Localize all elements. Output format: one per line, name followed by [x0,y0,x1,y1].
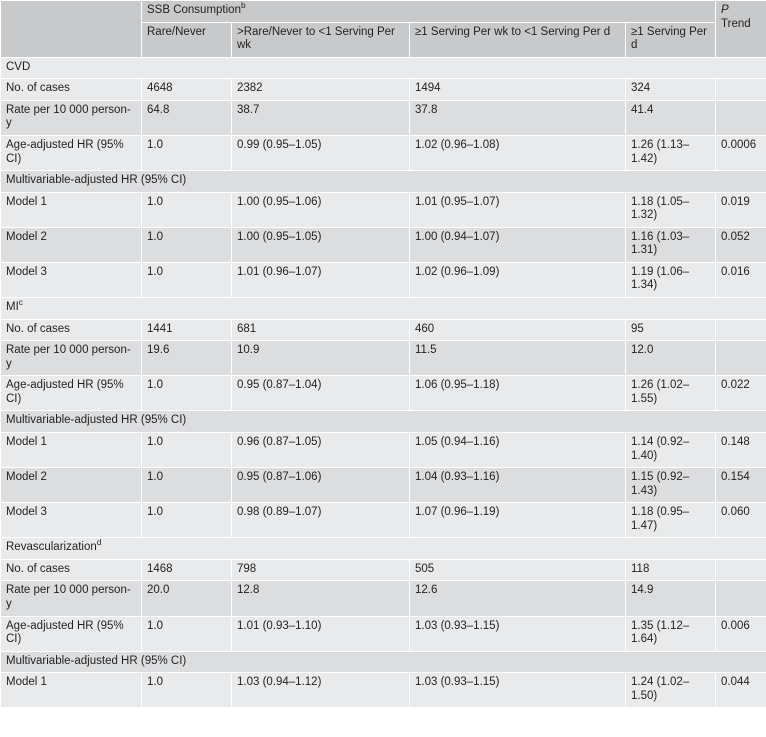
row-label: Model 3 [1,262,142,297]
row-p-trend [716,319,766,341]
header-corner-blank [1,1,142,58]
row-value: 0.95 (0.87–1.06) [232,468,410,503]
subsection-title-row [1,651,766,673]
row-value: 505 [410,559,626,581]
row-value: 1468 [142,559,232,581]
row-value: 1.14 (0.92–1.40) [626,432,716,467]
section-title-row [1,57,766,79]
table-row [1,673,766,708]
table-row [1,376,766,411]
row-value: 1.18 (0.95–1.47) [626,503,716,538]
section-title-footnote-marker: c [18,298,23,308]
row-label: Age-adjusted HR (95% CI) [1,376,142,411]
row-value: 1.16 (1.03–1.31) [626,227,716,262]
row-value: 12.0 [626,341,716,376]
row-value: 2382 [232,79,410,101]
row-value: 95 [626,319,716,341]
section-title-1 [1,298,766,320]
row-value: 64.8 [142,100,232,135]
row-p-trend: 0.022 [716,376,766,411]
header-p-trend-word: Trend [721,17,751,30]
row-value: 1.0 [142,432,232,467]
row-p-trend: 0.0006 [716,135,766,170]
row-value: 798 [232,559,410,581]
section-title-0 [1,57,766,79]
header-p-trend-p: P [721,4,729,16]
row-value: 1.01 (0.93–1.10) [232,616,410,651]
table-row [1,319,766,341]
section-title-row [1,298,766,320]
section-title-label: MI [6,301,19,313]
row-label: Model 1 [1,192,142,227]
row-value: 1.24 (1.02–1.50) [626,673,716,708]
subsection-title: Multivariable-adjusted HR (95% CI) [1,411,766,433]
table-header-row-1 [1,1,766,23]
row-value: 0.98 (0.89–1.07) [232,503,410,538]
row-label: Rate per 10 000 person-y [1,100,142,135]
subsection-title: Multivariable-adjusted HR (95% CI) [1,171,766,193]
row-value: 12.6 [410,581,626,616]
header-p-trend [716,1,766,58]
row-p-trend: 0.052 [716,227,766,262]
header-column-0: Rare/Never [142,22,232,57]
row-value: 19.6 [142,341,232,376]
row-value: 1.05 (0.94–1.16) [410,432,626,467]
row-label: Model 2 [1,227,142,262]
table-row [1,559,766,581]
row-value: 1.0 [142,135,232,170]
table-row [1,581,766,616]
row-value: 1.0 [142,192,232,227]
section-title-footnote-marker: d [96,538,102,548]
row-value: 1.0 [142,376,232,411]
table-row [1,192,766,227]
table-row [1,100,766,135]
row-value: 0.95 (0.87–1.04) [232,376,410,411]
row-value: 1.02 (0.96–1.09) [410,262,626,297]
row-p-trend: 0.016 [716,262,766,297]
row-label: No. of cases [1,79,142,101]
row-value: 1.18 (1.05–1.32) [626,192,716,227]
row-p-trend [716,559,766,581]
row-value: 1.00 (0.95–1.05) [232,227,410,262]
table-row [1,341,766,376]
row-p-trend: 0.019 [716,192,766,227]
row-p-trend [716,79,766,101]
row-value: 1.0 [142,227,232,262]
row-p-trend: 0.044 [716,673,766,708]
row-value: 118 [626,559,716,581]
row-value: 38.7 [232,100,410,135]
row-p-trend: 0.148 [716,432,766,467]
row-value: 1.06 (0.95–1.18) [410,376,626,411]
header-ssb-label: SSB Consumption [147,4,241,16]
subsection-title: Multivariable-adjusted HR (95% CI) [1,651,766,673]
row-value: 1494 [410,79,626,101]
table-row [1,227,766,262]
subsection-title-row [1,171,766,193]
row-label: Model 1 [1,673,142,708]
table-row [1,432,766,467]
section-title-2 [1,538,766,560]
row-p-trend [716,581,766,616]
row-p-trend [716,100,766,135]
table-row [1,262,766,297]
row-value: 1.03 (0.93–1.15) [410,673,626,708]
subsection-title-row [1,411,766,433]
row-value: 1.03 (0.94–1.12) [232,673,410,708]
row-value: 681 [232,319,410,341]
table-row [1,616,766,651]
row-value: 11.5 [410,341,626,376]
row-value: 1.35 (1.12–1.64) [626,616,716,651]
row-value: 1.26 (1.02–1.55) [626,376,716,411]
row-value: 1.19 (1.06–1.34) [626,262,716,297]
header-column-2: ≥1 Serving Per wk to <1 Serving Per d [410,22,626,57]
row-value: 20.0 [142,581,232,616]
row-label: No. of cases [1,559,142,581]
table-row [1,135,766,170]
row-value: 324 [626,79,716,101]
row-p-trend: 0.154 [716,468,766,503]
row-value: 1.01 (0.95–1.07) [410,192,626,227]
row-p-trend: 0.006 [716,616,766,651]
row-p-trend [716,341,766,376]
row-value: 1.00 (0.94–1.07) [410,227,626,262]
row-p-trend: 0.060 [716,503,766,538]
row-value: 1.04 (0.93–1.16) [410,468,626,503]
row-value: 0.99 (0.95–1.05) [232,135,410,170]
section-title-label: Revascularization [6,541,97,554]
table-row [1,468,766,503]
row-label: Age-adjusted HR (95% CI) [1,135,142,170]
row-value: 1.26 (1.13–1.42) [626,135,716,170]
row-value: 10.9 [232,341,410,376]
table-row [1,503,766,538]
row-value: 41.4 [626,100,716,135]
row-value: 4648 [142,79,232,101]
row-label: Model 1 [1,432,142,467]
row-label: No. of cases [1,319,142,341]
row-value: 1.0 [142,468,232,503]
row-value: 1.07 (0.96–1.19) [410,503,626,538]
row-label: Age-adjusted HR (95% CI) [1,616,142,651]
header-ssb-consumption [142,1,716,23]
row-label: Rate per 10 000 person-y [1,581,142,616]
row-value: 1.02 (0.96–1.08) [410,135,626,170]
row-label: Model 2 [1,468,142,503]
header-column-3: ≥1 Serving Per d [626,22,716,57]
row-value: 14.9 [626,581,716,616]
row-value: 1.0 [142,503,232,538]
row-value: 1441 [142,319,232,341]
header-ssb-footnote-marker: b [240,1,246,11]
row-value: 1.00 (0.95–1.06) [232,192,410,227]
row-value: 0.96 (0.87–1.05) [232,432,410,467]
row-value: 1.0 [142,262,232,297]
row-value: 1.03 (0.93–1.15) [410,616,626,651]
row-value: 1.0 [142,673,232,708]
row-value: 1.01 (0.96–1.07) [232,262,410,297]
section-title-label: CVD [6,60,31,73]
row-label: Model 3 [1,503,142,538]
table-row [1,79,766,101]
row-value: 37.8 [410,100,626,135]
row-value: 1.0 [142,616,232,651]
row-value: 12.8 [232,581,410,616]
row-value: 460 [410,319,626,341]
row-label: Rate per 10 000 person-y [1,341,142,376]
section-title-row [1,538,766,560]
row-value: 1.15 (0.92–1.43) [626,468,716,503]
header-column-1: >Rare/Never to <1 Serving Per wk [232,22,410,57]
